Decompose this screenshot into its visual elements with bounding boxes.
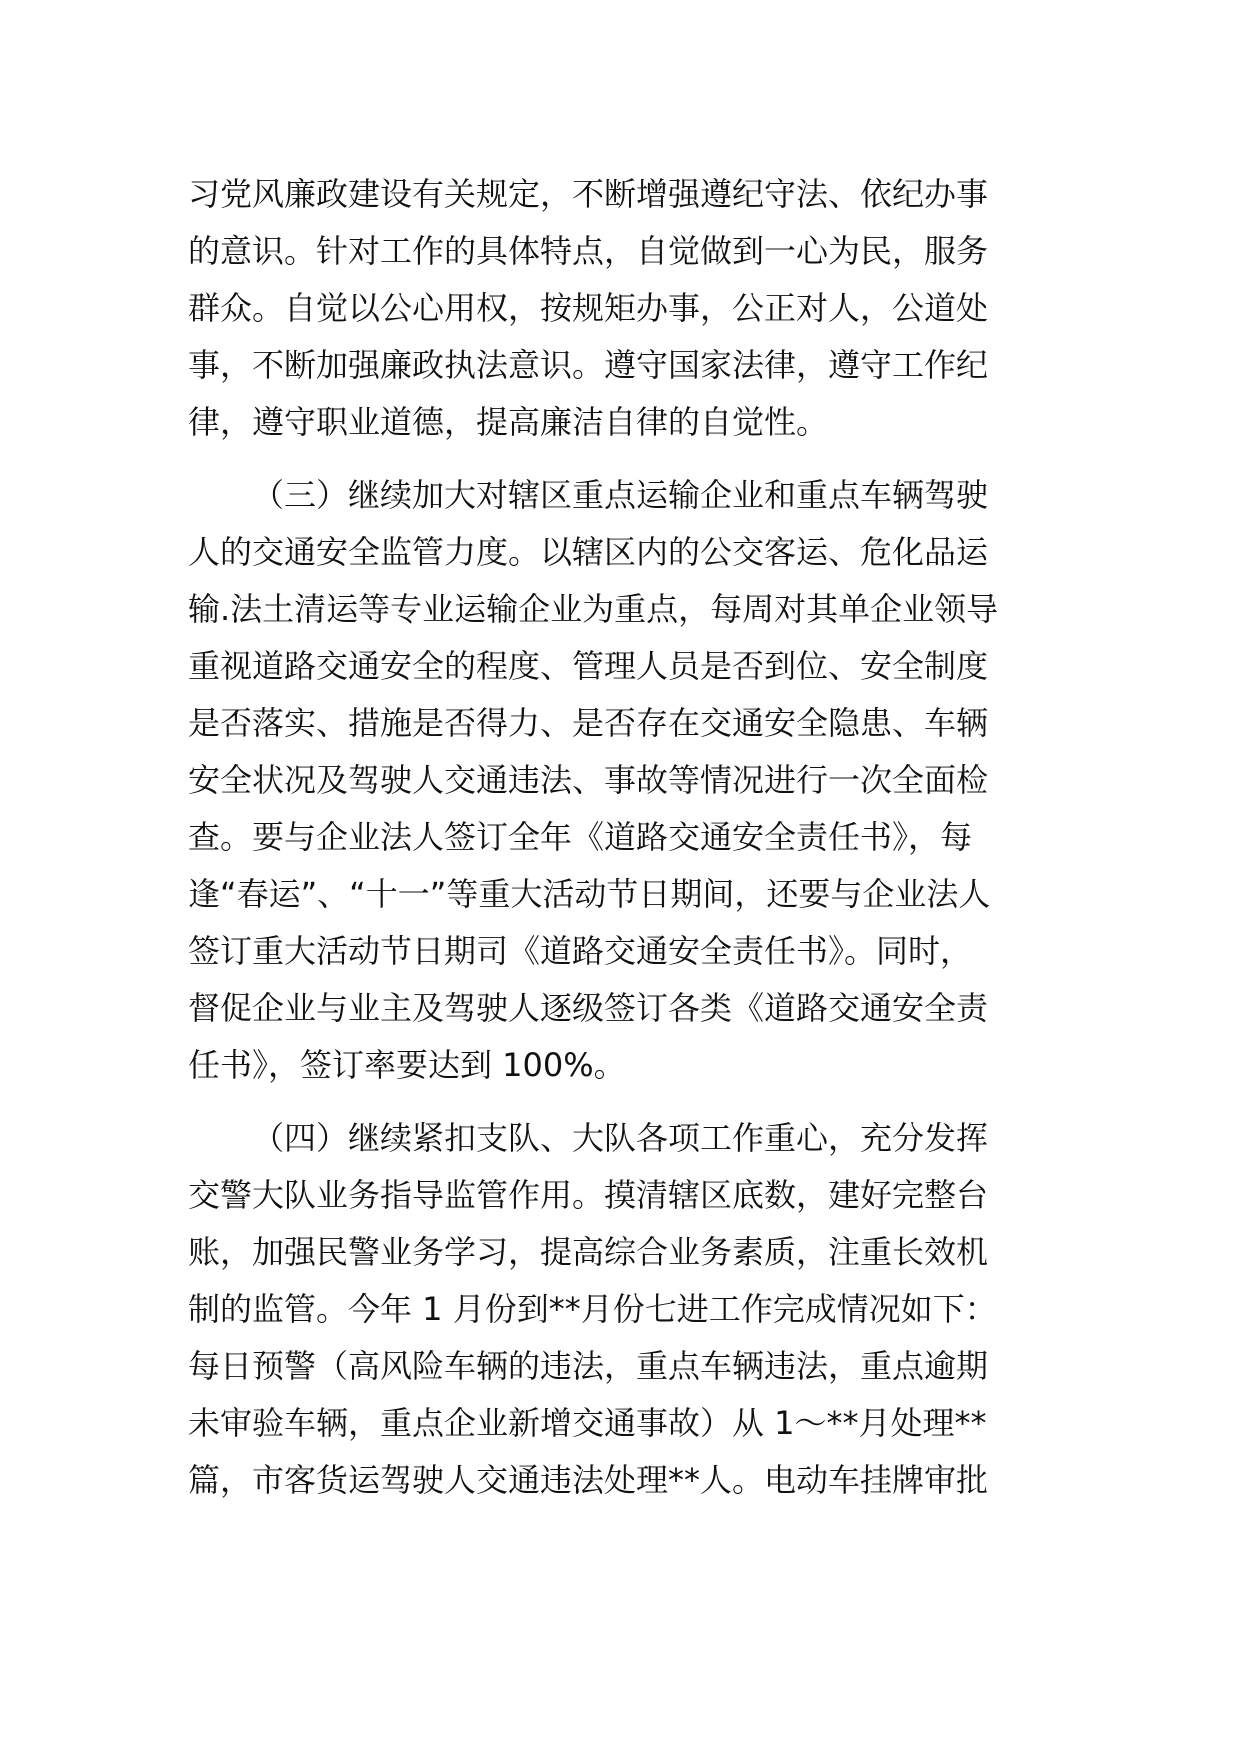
text-line: 篇，市客货运驾驶人交通违法处理**人。电动车挂牌审批 bbox=[188, 1461, 989, 1499]
text-line: 签订重大活动节日期司《道路交通安全责任书》。同时， bbox=[188, 932, 973, 970]
text-line: （三）继续加大对辖区重点运输企业和重点车辆驾驶 bbox=[252, 476, 989, 514]
text-line: 人的交通安全监管力度。以辖区内的公交客运、危化品运 bbox=[188, 533, 989, 571]
text-line: （四）继续紧扣支队、大队各项工作重心，充分发挥 bbox=[252, 1119, 989, 1157]
document-body bbox=[188, 166, 1056, 1509]
text-line: 群众。自觉以公心用权，按规矩办事，公正对人，公道处 bbox=[188, 289, 989, 327]
text-line: 是否落实、措施是否得力、是否存在交通安全隐患、车辆 bbox=[188, 704, 989, 742]
text-line: 每日预警（高风险车辆的违法，重点车辆违法，重点逾期 bbox=[188, 1347, 989, 1385]
paragraph-continuation bbox=[188, 166, 1056, 451]
paragraph-section-3 bbox=[188, 467, 1056, 1094]
text-line: 的意识。针对工作的具体特点，自觉做到一心为民，服务 bbox=[188, 232, 989, 270]
text-line: 律，遵守职业道德，提高廉洁自律的自觉性。 bbox=[188, 403, 829, 441]
text-line: 查。要与企业法人签订全年《道路交通安全责任书》，每 bbox=[188, 818, 973, 856]
text-line: 重视道路交通安全的程度、管理人员是否到位、安全制度 bbox=[188, 647, 989, 685]
text-line: 逢“春运”、“十一”等重大活动节日期间，还要与企业法人 bbox=[188, 875, 991, 913]
text-line: 制的监管。今年 1 月份到**月份七进工作完成情况如下： bbox=[188, 1290, 997, 1328]
text-line: 任书》，签订率要达到 100%。 bbox=[188, 1046, 626, 1084]
text-line: 输.法土清运等专业运输企业为重点，每周对其单企业领导 bbox=[188, 590, 999, 628]
text-line: 交警大队业务指导监管作用。摸清辖区底数，建好完整台 bbox=[188, 1176, 989, 1214]
text-line: 未审验车辆，重点企业新增交通事故）从 1～**月处理** bbox=[188, 1404, 987, 1442]
text-line: 事，不断加强廉政执法意识。遵守国家法律，遵守工作纪 bbox=[188, 346, 989, 384]
text-line: 安全状况及驾驶人交通违法、事故等情况进行一次全面检 bbox=[188, 761, 989, 799]
text-line: 账，加强民警业务学习，提高综合业务素质，注重长效机 bbox=[188, 1233, 989, 1271]
text-line: 督促企业与业主及驾驶人逐级签订各类《道路交通安全责 bbox=[188, 989, 989, 1027]
text-line: 习党风廉政建设有关规定，不断增强遵纪守法、依纪办事 bbox=[188, 175, 989, 213]
paragraph-section-4 bbox=[188, 1110, 1056, 1509]
